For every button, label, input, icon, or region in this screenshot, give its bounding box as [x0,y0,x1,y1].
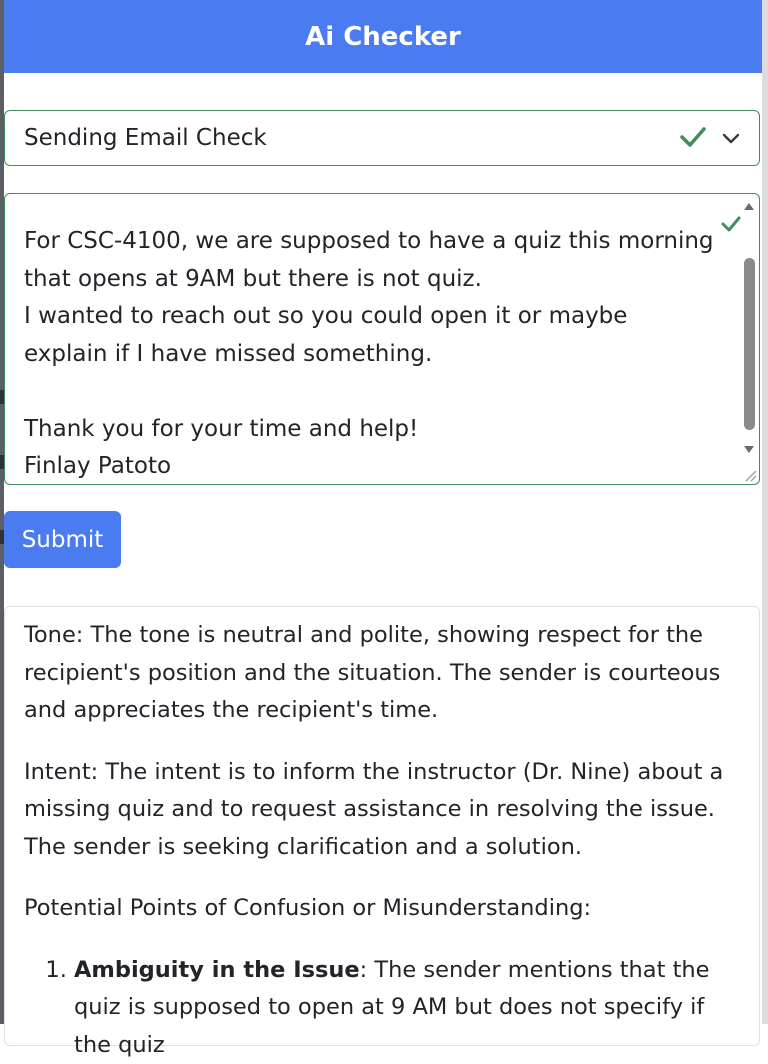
tone-paragraph: Tone: The tone is neutral and polite, showing respect for the recipient's position and the situation. The sender is courteous and appreciates the recipient's time. [24,617,736,730]
right-window-edge [762,0,768,1024]
analysis-result [4,606,760,1046]
submit-button[interactable]: Submit [4,511,121,568]
list-item-title: Ambiguity in the Issue [74,957,360,983]
confusion-heading: Potential Points of Confusion or Misunderstanding: [24,890,736,928]
intent-paragraph: Intent: The intent is to inform the instructor (Dr. Nine) about a missing quiz and to request assistance in resolving the issue. The sender is seeking clarification and a solution. [24,754,736,867]
app-title: Ai Checker [305,22,461,52]
confusion-list [24,952,736,1064]
textarea-scrollbar[interactable] [741,198,757,460]
resize-handle-icon[interactable] [741,466,757,482]
scrollbar-thumb[interactable] [744,258,755,430]
app-header [4,0,762,73]
scroll-up-arrow-icon[interactable] [743,200,755,212]
list-item-text: : The sender mentions that the quiz is supposed to open at 9 AM but does not specify if the quiz [74,957,710,1058]
email-textarea[interactable] [4,193,760,485]
email-body-text[interactable]: For CSC-4100, we are supposed to have a quiz this morning that opens at 9AM but there is not quiz. I wanted to reach out so you could open it or maybe explain if I have missed something. Thank you for your time and help! Finlay Patoto [24,223,714,486]
check-type-value: Sending Email Check [24,125,267,151]
checkmark-icon [679,125,707,149]
chevron-down-icon[interactable] [721,129,741,147]
list-item [74,952,736,1064]
scroll-down-arrow-icon[interactable] [743,444,755,456]
checkmark-icon [721,214,741,234]
check-type-select[interactable] [4,110,760,166]
main-panel [4,73,762,1024]
